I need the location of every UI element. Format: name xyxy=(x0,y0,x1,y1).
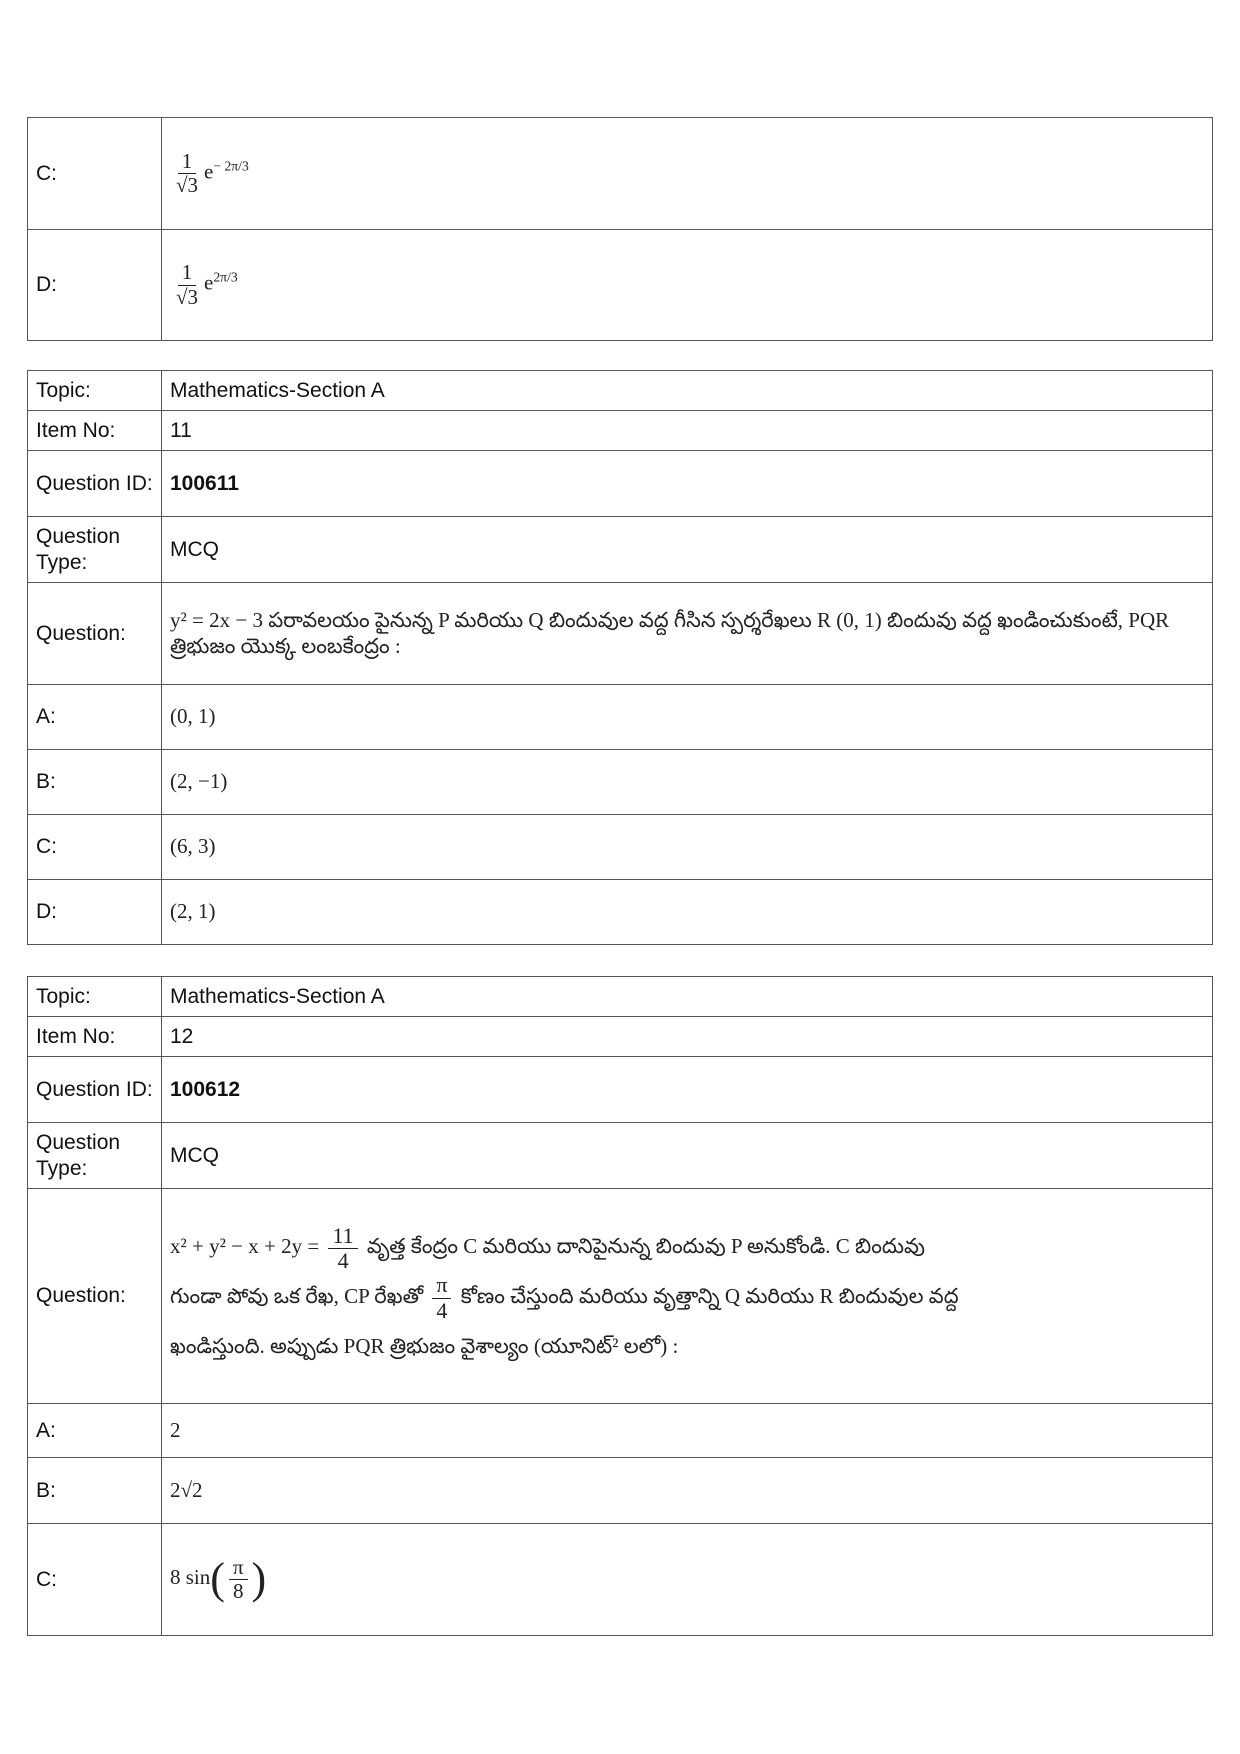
exp-power: − 2π/3 xyxy=(213,158,249,174)
question-type-row xyxy=(28,517,1213,583)
option-row-c xyxy=(28,815,1213,880)
item-value: 11 xyxy=(162,411,1213,451)
item-row xyxy=(28,1017,1213,1057)
fraction-denominator: 8 xyxy=(232,1579,244,1603)
option-row-b xyxy=(28,750,1213,815)
option-row-b xyxy=(28,1458,1213,1524)
option-value: 2√2 xyxy=(162,1458,1213,1524)
topic-value: Mathematics-Section A xyxy=(162,371,1213,411)
option-row-c xyxy=(28,118,1213,230)
question-text-line2b: కోణం చేస్తుంది మరియు వృత్తాన్ని Q మరియు R బిందువుల వద్ద xyxy=(460,1283,959,1308)
question-text-line2a: గుండా పోవు ఒక రేఖ, CP రేఖతో xyxy=(170,1283,424,1308)
option-row-d xyxy=(28,880,1213,945)
exp-base: e xyxy=(204,159,214,184)
question-text: y² = 2x − 3 పరావలయం పైనున్న P మరియు Q బిందువుల వద్ద గీసిన స్పర్శరేఖలు R (0, 1) బిందువు వద్ద ఖండించుకుంటే, PQR త్రిభుజం యొక్క లంబకేంద్రం : xyxy=(162,583,1213,685)
question-type-label: Question Type: xyxy=(28,1123,162,1189)
item-value: 12 xyxy=(162,1017,1213,1057)
fraction-denominator: 4 xyxy=(337,1247,349,1273)
option-row-a xyxy=(28,1404,1213,1458)
question-table-continued xyxy=(27,117,1213,341)
topic-row xyxy=(28,371,1213,411)
question-label: Question: xyxy=(28,1189,162,1404)
question-table-item-11 xyxy=(27,370,1213,945)
fraction-numerator: 1 xyxy=(178,261,197,285)
option-label: D: xyxy=(28,880,162,945)
option-row-a xyxy=(28,685,1213,750)
fraction-numerator: π xyxy=(229,1556,248,1580)
option-value: (0, 1) xyxy=(162,685,1213,750)
fraction-denominator: 4 xyxy=(436,1297,448,1323)
exp-base: e xyxy=(204,270,214,295)
option-value xyxy=(162,230,1213,341)
option-value: 2 xyxy=(162,1404,1213,1458)
question-id-value: 100612 xyxy=(162,1057,1213,1123)
equation-left: x² + y² − x + 2y = xyxy=(170,1234,320,1259)
question-row xyxy=(28,1189,1213,1404)
question-text-line1: వృత్త కేంద్రం C మరియు దానిపైనున్న బిందువు P అనుకోండి. C బిందువు xyxy=(366,1234,925,1259)
option-label: A: xyxy=(28,1404,162,1458)
question-id-row xyxy=(28,1057,1213,1123)
page-bottom-margin xyxy=(0,1640,1240,1754)
question-table-item-12 xyxy=(27,976,1213,1636)
question-type-label: Question Type: xyxy=(28,517,162,583)
item-label: Item No: xyxy=(28,411,162,451)
option-value xyxy=(162,1524,1213,1636)
question-type-value: MCQ xyxy=(162,517,1213,583)
question-label: Question: xyxy=(28,583,162,685)
option-value xyxy=(162,118,1213,230)
option-row-d xyxy=(28,230,1213,341)
question-text-line3: ఖండిస్తుంది. అప్పుడు PQR త్రిభుజం వైశాల్యం (యూనిట్² లలో) : xyxy=(170,1333,679,1358)
exp-power: 2π/3 xyxy=(213,269,238,285)
option-label: B: xyxy=(28,1458,162,1524)
topic-label: Topic: xyxy=(28,977,162,1017)
option-value: (2, −1) xyxy=(162,750,1213,815)
fraction-numerator: 11 xyxy=(328,1224,357,1249)
paren-open: ( xyxy=(210,1554,225,1604)
question-id-value: 100611 xyxy=(162,451,1213,517)
option-row-c xyxy=(28,1524,1213,1636)
fraction-denominator: √3 xyxy=(176,284,199,309)
fraction-numerator: 1 xyxy=(178,150,197,174)
option-label: B: xyxy=(28,750,162,815)
topic-row xyxy=(28,977,1213,1017)
option-label: C: xyxy=(28,1524,162,1636)
option-prefix: 8 sin xyxy=(170,1565,211,1590)
question-id-label: Question ID: xyxy=(28,1057,162,1123)
item-label: Item No: xyxy=(28,1017,162,1057)
option-label: A: xyxy=(28,685,162,750)
item-row xyxy=(28,411,1213,451)
fraction-numerator: π xyxy=(432,1273,451,1298)
question-text xyxy=(162,1189,1213,1404)
option-label: C: xyxy=(28,815,162,880)
question-id-label: Question ID: xyxy=(28,451,162,517)
question-row xyxy=(28,583,1213,685)
topic-value: Mathematics-Section A xyxy=(162,977,1213,1017)
question-type-row xyxy=(28,1123,1213,1189)
option-label: C: xyxy=(28,118,162,230)
option-value: (6, 3) xyxy=(162,815,1213,880)
topic-label: Topic: xyxy=(28,371,162,411)
option-label: D: xyxy=(28,230,162,341)
question-id-row xyxy=(28,451,1213,517)
question-type-value: MCQ xyxy=(162,1123,1213,1189)
option-value: (2, 1) xyxy=(162,880,1213,945)
fraction-denominator: √3 xyxy=(176,173,199,197)
paren-close: ) xyxy=(251,1554,267,1604)
